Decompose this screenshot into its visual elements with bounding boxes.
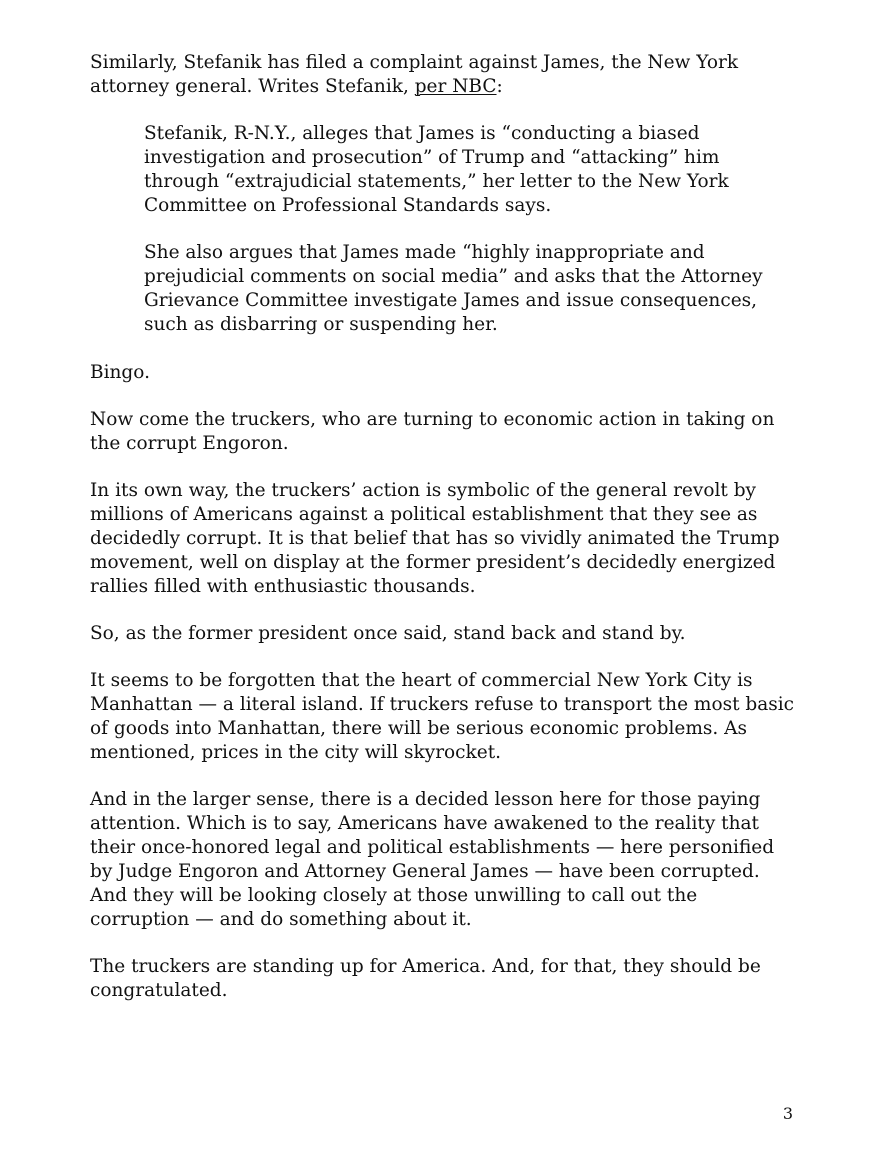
body-paragraph: Bingo. xyxy=(90,362,150,383)
body-paragraph: And in the larger sense, there is a decided lesson here for those paying attention. Which is to say, Americans have awakened to the reality that their once-honored legal and political establishments — here personified by Judge Engoron and Attorney General James — have been corrupted. And they will be looking closely at those unwilling to call out the corruption — and do something about it. xyxy=(90,789,775,930)
nbc-source-link[interactable]: per NBC xyxy=(414,76,497,97)
body-paragraph: The truckers are standing up for America. And, for that, they should be congratulated. xyxy=(90,956,761,1001)
body-paragraph: So, as the former president once said, stand back and stand by. xyxy=(90,623,686,644)
document-body xyxy=(90,51,800,1026)
page-number: 3 xyxy=(782,1104,793,1123)
body-paragraph: In its own way, the truckers’ action is symbolic of the general revolt by millions of Americans against a political establishment that they see as decidedly corrupt. It is that belief that has so vividly animated the Trump movement, well on display at the former president’s decidedly energized rallies filled with enthusiastic thousands. xyxy=(90,480,780,597)
body-paragraph: It seems to be forgotten that the heart of commercial New York City is Manhattan — a literal island. If truckers refuse to transport the most basic of goods into Manhattan, there will be serious economic problems. As mentioned, prices in the city will skyrocket. xyxy=(90,670,795,763)
blockquote xyxy=(144,122,800,337)
intro-paragraph xyxy=(90,51,800,99)
quote-paragraph: She also argues that James made “highly inappropriate and prejudicial comments on social media” and asks that the Attorney Grievance Committee investigate James and issue consequences, such as disbarring or suspending her. xyxy=(144,242,763,335)
intro-colon: : xyxy=(496,76,503,97)
body-paragraph: Now come the truckers, who are turning to economic action in taking on the corrupt Engoron. xyxy=(90,409,775,454)
intro-text: Similarly, Stefanik has filed a complaint against James, the New York attorney general. Writes Stefanik, xyxy=(90,52,739,97)
quote-paragraph: Stefanik, R-N.Y., alleges that James is “conducting a biased investigation and prosecution” of Trump and “attacking” him through “extrajudicial statements,” her letter to the New York Committee on Professional Standards says. xyxy=(144,123,729,216)
